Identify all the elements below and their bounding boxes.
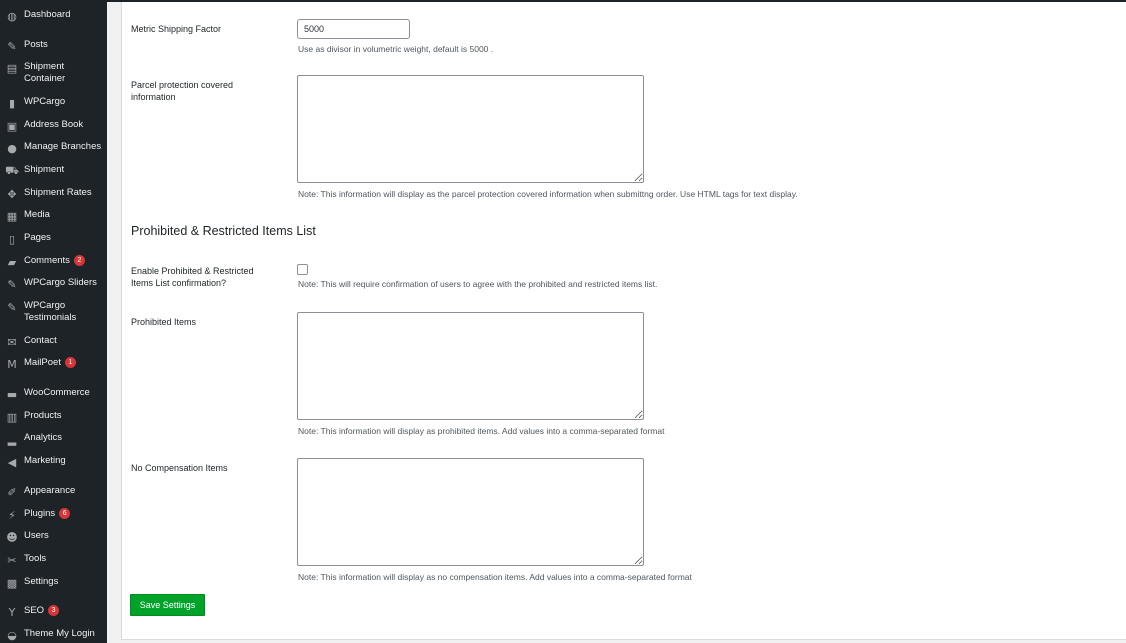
- location-icon: ●: [7, 141, 17, 155]
- user-icon: ☻: [6, 530, 18, 544]
- sidebar-item-text: Products: [24, 410, 62, 421]
- archive-icon: ▥: [6, 410, 18, 424]
- pin-icon: ✎: [7, 39, 17, 53]
- sidebar-item-label: [24, 410, 106, 422]
- sidebar-item-text: Plugins: [24, 508, 56, 519]
- sidebar-item-text: Media: [24, 209, 50, 220]
- metric-shipping-factor-label: Metric Shipping Factor: [131, 24, 222, 34]
- sidebar-item-label: [24, 209, 106, 221]
- sidebar-item-text: Settings: [24, 576, 59, 587]
- sidebar-item-label: [24, 508, 106, 520]
- brush-icon: ✐: [7, 485, 17, 499]
- sidebar-item-text: MailPoet: [24, 357, 61, 368]
- sidebar-item-text: Theme My Login: [24, 628, 95, 639]
- comment-icon: ▰: [7, 255, 17, 269]
- sidebar-item-text: WooCommerce: [24, 387, 90, 398]
- no-compensation-items-textarea[interactable]: [297, 458, 644, 566]
- sidebar-item-label: [24, 255, 106, 267]
- sidebar-item-label: [24, 455, 106, 467]
- yoast-icon: Y: [8, 605, 16, 619]
- rates-icon: ✥: [7, 187, 17, 201]
- sidebar-item-label: [24, 232, 106, 244]
- notification-badge: 2: [74, 255, 85, 266]
- sidebar-item-text: Dashboard: [24, 9, 71, 20]
- enable-prohibited-checkbox[interactable]: [297, 264, 308, 275]
- section-title: Prohibited & Restricted Items List: [131, 224, 316, 238]
- pin-icon: ✎: [7, 300, 17, 314]
- mailpoet-icon: M: [7, 357, 17, 371]
- woo-icon: ▬: [6, 387, 18, 401]
- sidebar-item-label: [24, 335, 106, 347]
- sidebar-item-text: Manage Branches: [24, 141, 102, 152]
- sidebar-item-text: Users: [24, 530, 49, 541]
- sidebar-item-label: [24, 164, 106, 176]
- notification-badge: 1: [65, 357, 76, 368]
- container-icon: ▤: [6, 61, 18, 75]
- media-icon: ▦: [6, 209, 18, 223]
- login-icon: ◒: [7, 628, 17, 642]
- sidebar-item-label: [24, 530, 106, 542]
- sidebar-item-text: WPCargo Testimonials: [24, 300, 77, 323]
- metric-shipping-factor-input[interactable]: [297, 19, 410, 39]
- sidebar-item-label: [24, 119, 106, 131]
- sidebar-item-text: WPCargo: [24, 96, 66, 107]
- settings-icon: ▩: [6, 576, 18, 590]
- sidebar-item-label: [24, 485, 106, 497]
- notification-badge: 3: [48, 605, 59, 616]
- sidebar-item-label: [24, 576, 106, 588]
- enable-prohibited-label: Enable Prohibited & Restricted Items List confirmation?: [131, 266, 254, 288]
- sidebar-item-label: [24, 96, 106, 108]
- bar-chart-icon: ▂: [7, 432, 17, 446]
- admin-sidebar: [0, 0, 107, 643]
- page-icon: ▯: [8, 232, 16, 246]
- sidebar-item-text: Appearance: [24, 485, 76, 496]
- sidebar-item-text: Shipment Rates: [24, 187, 92, 198]
- book-icon: ▮: [8, 96, 16, 110]
- enable-prohibited-note: Note: This will require confirmation of users to agree with the prohibited and restricted items list.: [298, 279, 658, 289]
- no-compensation-items-label: No Compensation Items: [131, 463, 228, 473]
- sidebar-item-text: Address Book: [24, 119, 84, 130]
- sidebar-item-label: [24, 61, 106, 84]
- no-compensation-items-note: Note: This information will display as no compensation items. Add values into a comma-separated format: [298, 572, 692, 582]
- sidebar-item-text: Shipment: [24, 164, 65, 175]
- megaphone-icon: ◀: [7, 455, 17, 469]
- sidebar-item-text: Comments: [24, 255, 70, 266]
- sidebar-item-text: WPCargo Sliders: [24, 277, 97, 288]
- parcel-protection-label: Parcel protection covered information: [131, 80, 234, 102]
- sidebar-item-label: [24, 628, 106, 640]
- sidebar-item-label: [24, 387, 106, 399]
- parcel-protection-note: Note: This information will display as the parcel protection covered information when submittng order. Use HTML tags for text display.: [298, 189, 798, 199]
- parcel-protection-textarea[interactable]: [297, 75, 644, 183]
- dashboard-icon: ◍: [7, 9, 17, 23]
- sidebar-item-label: [24, 9, 106, 21]
- sidebar-item-text: Marketing: [24, 455, 66, 466]
- sidebar-item-label: [24, 39, 106, 51]
- sidebar-item-text: Tools: [24, 553, 47, 564]
- sidebar-item-text: Posts: [24, 39, 48, 50]
- plug-icon: ⚡: [8, 508, 16, 522]
- sidebar-item-label: [24, 553, 106, 565]
- truck-icon: ⛟: [5, 163, 19, 177]
- sidebar-item-label: [24, 187, 106, 199]
- sidebar-item-label: [24, 277, 106, 289]
- sidebar-item-text: SEO: [24, 605, 45, 616]
- sidebar-item-label: [24, 141, 106, 153]
- sidebar-item-text: Pages: [24, 232, 51, 243]
- metric-shipping-factor-note: Use as divisor in volumetric weight, default is 5000 .: [298, 44, 494, 54]
- prohibited-items-label: Prohibited Items: [131, 317, 197, 327]
- sidebar-item-text: Shipment Container: [24, 61, 66, 84]
- mail-icon: ✉: [7, 335, 17, 349]
- sidebar-item-text: Analytics: [24, 432, 63, 443]
- prohibited-items-textarea[interactable]: [297, 312, 644, 420]
- sidebar-item-label: [24, 605, 106, 617]
- prohibited-items-note: Note: This information will display as prohibited items. Add values into a comma-separated format: [298, 426, 665, 436]
- sidebar-item-text: Contact: [24, 335, 57, 346]
- pin-icon: ✎: [7, 277, 17, 291]
- wrench-icon: ✂: [7, 553, 17, 567]
- sidebar-item-label: [24, 432, 106, 444]
- save-settings-button[interactable]: Save Settings: [130, 594, 205, 616]
- address-book-icon: ▣: [6, 119, 18, 133]
- sidebar-item-label: [24, 300, 106, 323]
- sidebar-item-label: [24, 357, 106, 369]
- notification-badge: 6: [59, 508, 70, 519]
